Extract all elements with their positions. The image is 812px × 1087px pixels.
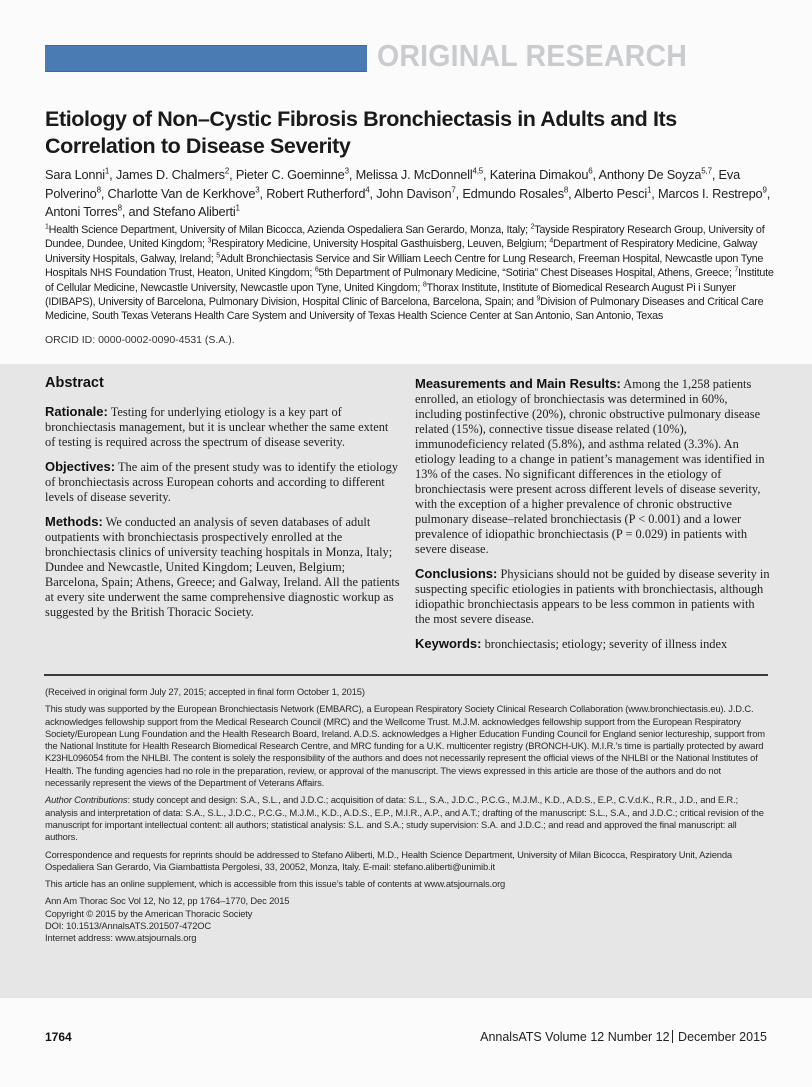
author-name: Robert Rutherford <box>266 185 366 201</box>
author-affiliation-marker: 2 <box>224 166 230 176</box>
author-name: Sara Lonni <box>45 167 105 182</box>
abstract-objectives <box>45 459 400 505</box>
objectives-text: The aim of the present study was to identify the etiology of bronchiectasis across European cohorts and according to different levels of disease severity. <box>45 460 399 504</box>
author-name: Katerina Dimakou <box>489 167 589 182</box>
affiliation-number: 2 <box>530 223 535 231</box>
citation-line: Ann Am Thorac Soc Vol 12, No 12, pp 1764–1770, Dec 2015 <box>45 895 290 907</box>
methods-label: Methods: <box>45 514 103 529</box>
abstract-left-column <box>45 404 400 629</box>
abstract-heading: Abstract <box>45 375 104 391</box>
section-label: ORIGINAL RESEARCH <box>377 38 688 73</box>
affiliation-text: Thorax Institute, Institute of Biomedical Research August Pi i Sunyer (IDIBAPS), University of Barcelona, Pulmonary Division, Hospital Clinic of Barcelona, Barcelona, Spain; and <box>45 281 736 309</box>
author-name: Edmundo Rosales <box>462 185 564 201</box>
affiliation-text: Tayside Respiratory Research Group, University of Dundee, Dundee, United Kingdom; <box>45 224 765 251</box>
author-affiliation-marker: 6 <box>588 166 593 176</box>
abstract-conclusions <box>415 566 770 627</box>
author-affiliation-marker: 1 <box>235 203 240 213</box>
author-affiliation-marker: 8 <box>117 203 122 213</box>
keywords-label: Keywords: <box>415 636 482 651</box>
author-name: Marcos I. Restrepo <box>657 185 763 201</box>
affiliation-text: Health Science Department, University of Milan Bicocca, Azienda Ospedaliera San Gerardo, Monza, Italy; <box>48 224 531 236</box>
affiliation-text: 5th Department of Pulmonary Medicine, “Sotiria” Chest Diseases Hospital, Athens, Greece; <box>318 267 735 280</box>
affiliations <box>45 223 775 324</box>
author-affiliation-marker: 9 <box>762 185 767 195</box>
abstract-keywords <box>415 636 770 652</box>
abstract-right-column <box>415 376 770 661</box>
footer-journal-info <box>480 1030 767 1044</box>
affiliation-number: 7 <box>734 266 739 274</box>
author-name: Melissa J. McDonnell <box>355 167 473 182</box>
received-dates: (Received in original form July 27, 2015; accepted in final form October 1, 2015) <box>45 686 365 697</box>
author-name: Anthony De Soyza <box>598 167 702 182</box>
citation-block <box>45 895 767 944</box>
keywords-text: bronchiectasis; etiology; severity of illness index <box>481 637 728 651</box>
author-affiliation-marker: 8 <box>563 185 569 195</box>
article-notes <box>45 686 767 945</box>
results-label: Measurements and Main Results: <box>415 376 621 391</box>
author-affiliation-marker: 3 <box>344 166 349 176</box>
correspondence: Correspondence and requests for reprints should be addressed to Stefano Aliberti, M.D., Health Science Department, University of Milan Bicocca, Respiratory Unit, Azienda Ospedaliera San Gerardo, Via Giambattista Pergolesi, 33, 20052, Monza, Italy. E-mail: stefano.aliberti@unimib.it <box>45 848 732 872</box>
affiliation-number: 3 <box>207 237 212 245</box>
author-name: Alberto Pesci <box>574 185 647 201</box>
author-name: Pieter C. Goeminne <box>235 167 345 182</box>
author-name: Charlotte Van de Kerkhove <box>107 185 256 201</box>
affiliation-text: Adult Bronchiectasis Service and Sir William Leech Centre for Lung Research, Freeman Hospital, Newcastle upon Tyne Hospitals NHS Foundation Trust, Heaton, United Kingdom; <box>45 252 764 280</box>
conclusions-text: Physicians should not be guided by disease severity in suspecting specific etiologies in patients with bronchiectasis, although idiopathic bronchiectasis appears to be less common in patients with the most severe disease. <box>415 567 770 626</box>
article-title: Etiology of Non–Cystic Fibrosis Bronchiectasis in Adults and Its Correlation to Disease Severity <box>45 107 677 158</box>
orcid-id: ORCID ID: 0000-0002-0090-4531 (S.A.). <box>45 334 235 346</box>
internet-address-line: Internet address: www.atsjournals.org <box>45 932 197 944</box>
affiliation-number: 1 <box>45 223 49 231</box>
affiliation-text: Division of Pulmonary Diseases and Critical Care Medicine, South Texas Veterans Health Care System and University of Texas Health Science Center at San Antonio, San Antonio, Texas <box>45 296 764 323</box>
contributions-text: : study concept and design: S.A., S.L., and J.D.C.; acquisition of data: S.L., S.A., J.D.C., P.C.G., M.J.M., K.D., A.D.S., E.P., C.V.d.K., R.R., J.D., and E.R.; analysis and interpretation of data: S.A., S.L., J.D.C., P.C.G., M.J.M., K.D., A.D.S., E.P., M.I.R., A.P., and A.T.; drafting of the manuscript: S.L., S.A., and J.D.C.; critical revision of the manuscript for important intellectual content: all authors; statistical analysis: S.L. and S.A.; study supervision: S.A. and J.D.C.; and read and approved the final manuscript: all authors. <box>45 794 764 843</box>
affiliation-text: Respiratory Medicine, University Hospital Gasthuisberg, Leuven, Belgium; <box>211 238 550 251</box>
notes-divider <box>44 674 768 676</box>
author-name: Eva Polverino <box>45 167 740 201</box>
affiliation-number: 4 <box>549 237 553 245</box>
author-name: Stefano Aliberti <box>152 204 236 219</box>
author-affiliation-marker: 3 <box>255 185 260 195</box>
journal-issue: AnnalsATS Volume 12 Number 12 <box>480 1030 670 1044</box>
page-number: 1764 <box>45 1030 72 1044</box>
issue-date: December 2015 <box>678 1030 767 1044</box>
author-affiliation-marker: 8 <box>96 185 101 195</box>
affiliation-number: 9 <box>536 295 541 303</box>
author-name: Antoni Torres <box>45 204 118 219</box>
author-affiliation-marker: 1 <box>104 166 110 176</box>
affiliation-text: Department of Respiratory Medicine, Galway University Hospitals, Galway, Ireland; <box>45 238 758 265</box>
contributions-label: Author Contributions <box>45 794 128 806</box>
author-list: Sara Lonni$^1$, James D. Chalmers$^2$, Pieter C. Goeminne$^3$, Melissa J. McDonnell$^{4,5}$, Katerina Dimakou$^6$, Anthony De Soyza$^{5,7}$, Eva Polverino$^8$, Charlotte Van de Kerkhove$^3$, Robert Rutherford$^4$, John Davison$^7$, Edmundo Rosales$^8$, Alberto Pesci$^1$, Marcos I. Restrepo$^9$, Antoni Torres$^8$, and Stefano Aliberti$^1$ <box>45 166 771 219</box>
author-affiliation-marker: 7 <box>451 185 456 195</box>
results-text: Among the 1,258 patients enrolled, an etiology of bronchiectasis was determined in 60%, including postinfective (20%), chronic obstructive pulmonary disease related (15%), connective tissue disease related (10%), immunodeficiency related (5.8%), and asthma related (3.3%). An etiology leading to a change in patient’s management was identified in 13% of the cases. No significant differences in the etiology of bronchiectasis were present across different levels of disease severity, with the exception of a higher prevalence of chronic obstructive pulmonary disease–related bronchiectasis (P < 0.001) and a lower prevalence of idiopathic bronchiectasis (P = 0.029) in patients with severe disease. <box>415 377 765 556</box>
affiliation-number: 8 <box>422 281 427 289</box>
rationale-text: Testing for underlying etiology is a key part of bronchiectasis management, but it is unclear whether the same extent of testing is required across the spectrum of disease severity. <box>45 405 389 449</box>
affiliation-number: 5 <box>216 252 220 260</box>
abstract-methods <box>45 514 400 620</box>
author-affiliation-marker: 1 <box>646 185 652 195</box>
author-name: John Davison <box>376 185 452 201</box>
author-name: James D. Chalmers <box>115 167 225 182</box>
online-supplement: This article has an online supplement, which is accessible from this issue’s table of contents at www.atsjournals.org <box>45 878 506 890</box>
methods-text: We conducted an analysis of seven databases of adult outpatients with bronchiectasis prospectively enrolled at the bronchiectasis clinics of university teaching hospitals in Monza, Italy; Dundee and Newcastle, United Kingdom; Leuven, Belgium; Barcelona, Spain; Athens, Greece; and Galway, Ireland. All the patients at every site underwent the same comprehensive diagnostic workup as suggested by the British Thoracic Society. <box>45 515 400 619</box>
doi-line: DOI: 10.1513/AnnalsATS.201507-472OC <box>45 920 212 932</box>
affiliation-text: Institute of Cellular Medicine, Newcastle University, Newcastle upon Tyne, United Kingdom; <box>45 267 774 294</box>
abstract-rationale <box>45 404 400 450</box>
conclusions-label: Conclusions: <box>415 566 498 581</box>
author-affiliation-marker: 4 <box>365 185 370 195</box>
affiliation-number: 6 <box>314 266 319 274</box>
author-affiliation-marker: 5,7 <box>701 166 712 176</box>
copyright-line: Copyright © 2015 by the American Thoracic Society <box>45 907 253 919</box>
section-banner-bar <box>45 45 367 72</box>
objectives-label: Objectives: <box>45 459 116 474</box>
author-affiliation-marker: 4,5 <box>472 166 483 176</box>
abstract-results <box>415 376 770 557</box>
funding-statement: This study was supported by the European Bronchiectasis Network (EMBARC), a European Respiratory Society Clinical Research Collaboration (www.bronchiectasis.eu). J.D.C. acknowledges fellowship support from the Medical Research Council (MRC) and the Wellcome Trust. M.J.M. acknowledges fellowship support from the European Respiratory Society/European Lung Foundation and the Health Research Board, Ireland. A.D.S. acknowledges a Higher Education Funding Council for England senior lectureship, support from the National Institute for Health Research Biomedical Research Centre, and MRC funding for a U.K. multicenter registry (BRONCH-UK). M.I.R.’s time is partially protected by award K23HL096054 from the NHLBI. The content is solely the responsibility of the authors and does not necessarily represent the official views of the NHLBI or the National Institutes of Health. The funding agencies had no role in the preparation, review, or approval of the manuscript. The views expressed in this article are those of the authors and do not necessarily represent the views of the Department of Veterans Affairs. <box>45 703 765 789</box>
footer-separator <box>672 1030 673 1043</box>
author-contributions <box>45 794 767 843</box>
rationale-label: Rationale: <box>45 404 108 419</box>
